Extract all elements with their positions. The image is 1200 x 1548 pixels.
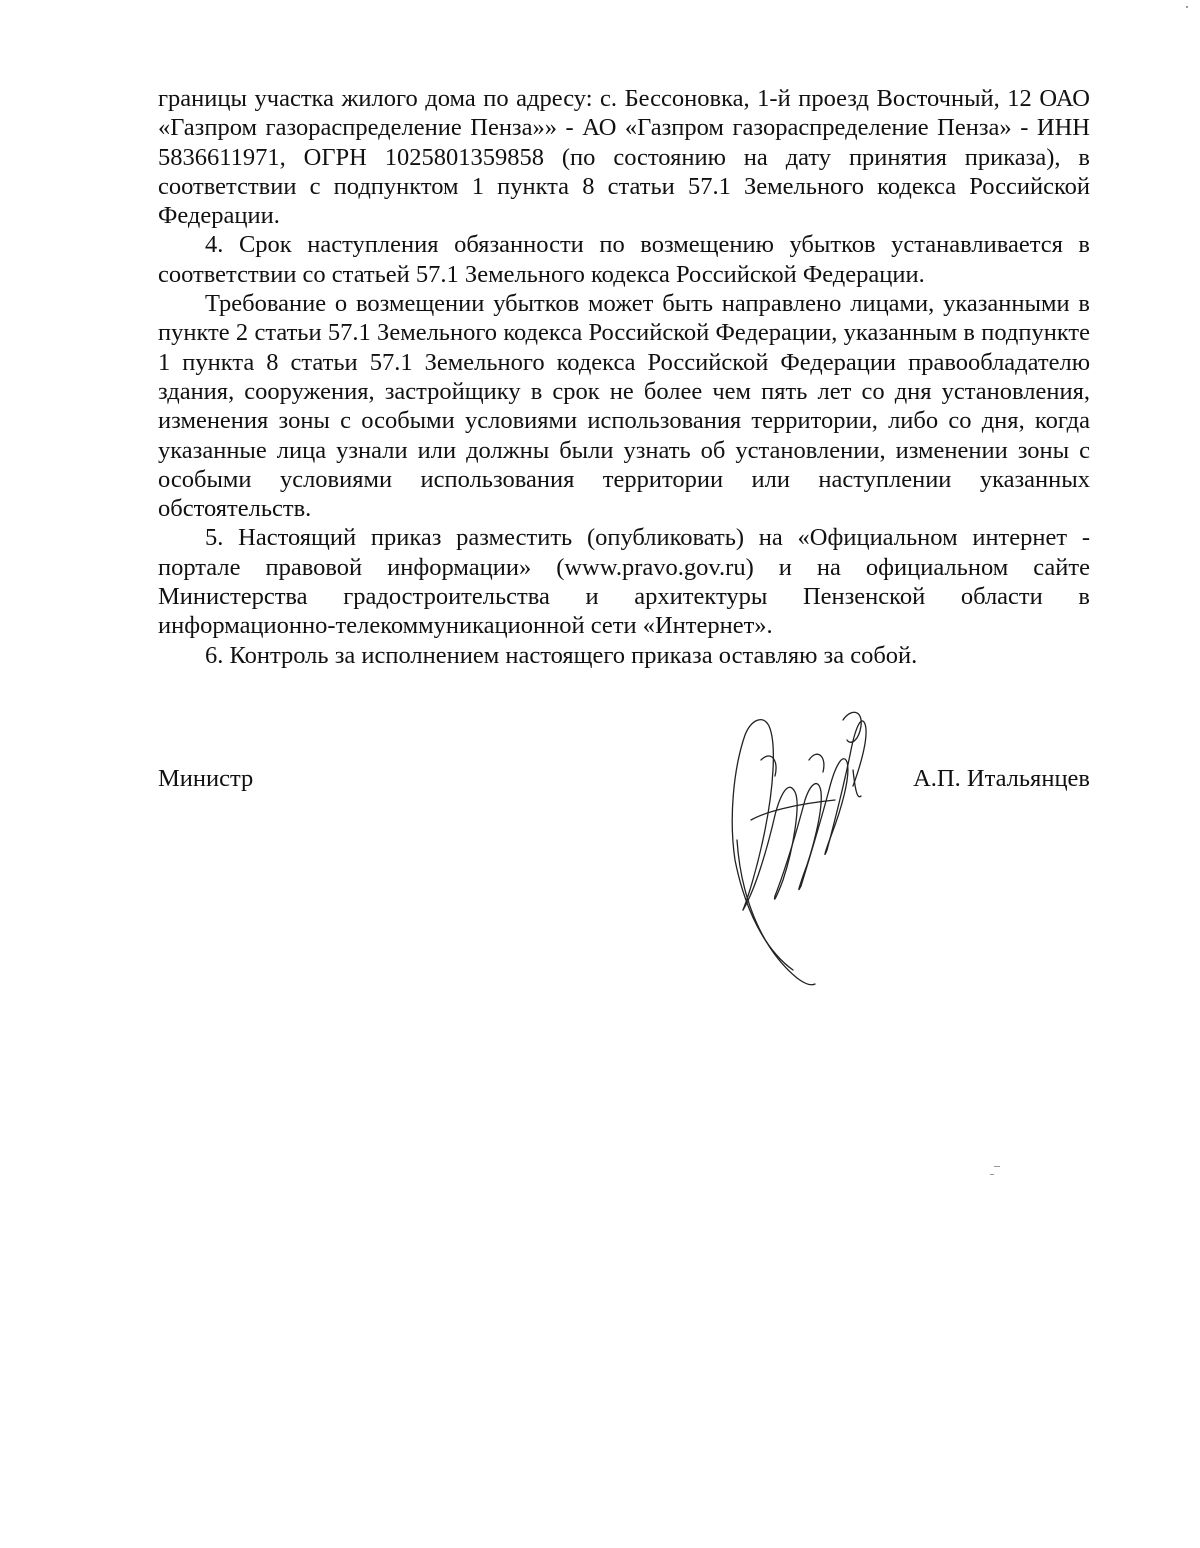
paragraph-damages-claim: Требование о возмещении убытков может быть направлено лицами, указанными в пункте 2 статьи 57.1 Земельного кодекса Российской Федерации, указанным в подпункте 1 пункта 8 статьи 57.1 Земельного кодекса Российской Федерации правообладателю здания, сооружения, застройщику в срок не более чем пять лет со дня установления, изменения зоны с особыми условиями использования территории, либо со дня, когда указанные лица узнали или должны были узнать об установлении, изменении зоны с особыми условиями использования территории или наступлении указанных обстоятельств. bbox=[158, 290, 1090, 523]
scan-speck bbox=[1186, 6, 1188, 8]
paragraph-item-6: 6. Контроль за исполнением настоящего приказа оставляю за собой. bbox=[205, 641, 918, 669]
paragraph-item-4: 4. Срок наступления обязанности по возмещению убытков устанавливается в соответствии со статьей 57.1 Земельного кодекса Российской Федерации. bbox=[158, 231, 1090, 288]
scan-speck bbox=[990, 1174, 994, 1175]
paragraph-item-5: 5. Настоящий приказ разместить (опубликовать) на «Официальном интернет - портале правовой информации» (www.pravo.gov.ru) и на официальном сайте Министерства градостроительства и архитектуры Пензенской области в информационно-телекоммуникационной сети «Интернет». bbox=[158, 524, 1090, 640]
signatory-name: А.П. Итальянцев bbox=[913, 765, 1090, 792]
signatory-title: Министр bbox=[158, 765, 254, 792]
handwritten-signature bbox=[705, 700, 875, 990]
scan-speck bbox=[994, 1166, 1000, 1167]
paragraph-continuation: границы участка жилого дома по адресу: с. Бессоновка, 1-й проезд Восточный, 12 ОАО «Газпром газораспределение Пенза»» - АО «Газпром газораспределение Пенза» - ИНН 5836611971, ОГРН 1025801359858 (по состоянию на дату принятия приказа), в соответствии с подпунктом 1 пункта 8 статьи 57.1 Земельного кодекса Российской Федерации. bbox=[158, 85, 1090, 230]
document-body bbox=[158, 84, 1090, 670]
